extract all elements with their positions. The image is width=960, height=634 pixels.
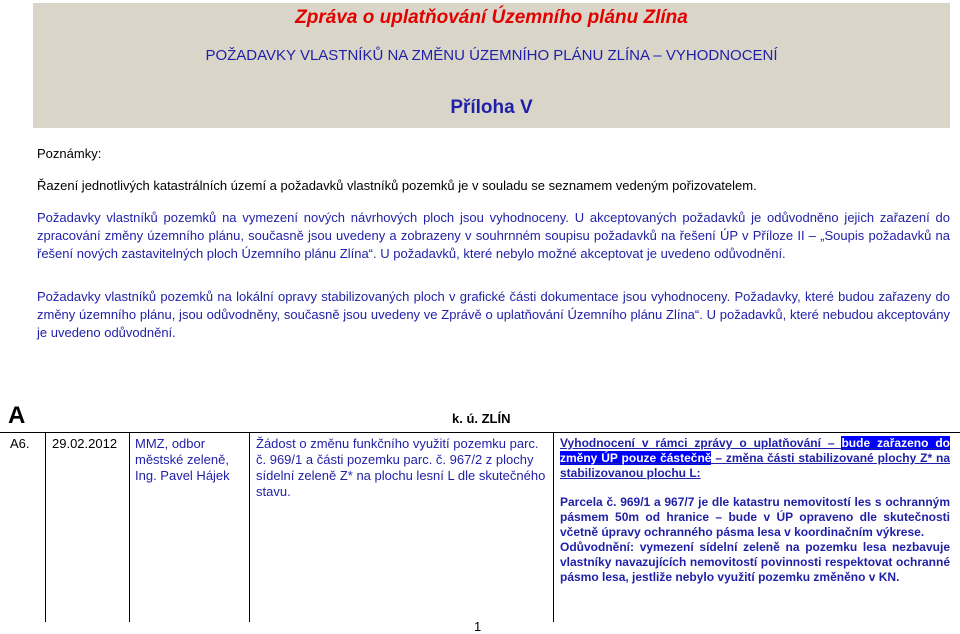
row-date: 29.02.2012 bbox=[52, 436, 118, 451]
page-number: 1 bbox=[474, 619, 482, 634]
row-evaluation bbox=[560, 436, 950, 585]
evaluation-suffix: – změna části stabilizované plochy Z* na stabilizovanou plochu L: bbox=[560, 451, 950, 480]
table-top-rule bbox=[0, 432, 960, 433]
row-id: A6. bbox=[10, 436, 30, 451]
report-header bbox=[33, 3, 950, 128]
note-paragraph-2-body: U akceptovaných požadavků je odůvodněno jejich zařazení do zpracování změny územního plánu, současně jsou uvedeny a zobrazeny v souhrnném soupisu požadavků na řešení ÚP v Příloze II – „Soupis požadavků na řešení nových zastavitelných ploch Územního plánu Zlína“. U požadavků, které nebylo možné akceptovat je uvedeno odůvodnění. bbox=[37, 210, 950, 261]
row-request-text: Žádost o změnu funkčního využití pozemku parc. č. 969/1 a části pozemku parc. č. 967/2 z plochy sídelní zeleně Z* na plochu lesní L dle skutečného stavu. bbox=[256, 436, 546, 499]
column-divider bbox=[45, 432, 46, 622]
report-subtitle: POŽADAVKY VLASTNÍKŮ NA ZMĚNU ÚZEMNÍHO PLÁNU ZLÍNA – VYHODNOCENÍ bbox=[205, 47, 778, 64]
row-requester: MMZ, odbor městské zeleně, Ing. Pavel Hájek bbox=[135, 436, 230, 483]
note-paragraph-1: Řazení jednotlivých katastrálních území a požadavků vlastníků pozemků je v souladu se seznamem vedeným pořizovatelem. bbox=[37, 178, 757, 193]
report-title: Zpráva o uplatňování Územního plánu Zlína bbox=[295, 7, 688, 28]
evaluation-prefix: Vyhodnocení v rámci zprávy o uplatňování – bbox=[560, 436, 842, 450]
note-paragraph-2-lead: Požadavky vlastníků pozemků na vymezení nových návrhových ploch jsou vyhodnoceny. bbox=[37, 210, 569, 225]
note-paragraph-3: Požadavky vlastníků pozemků na lokální opravy stabilizovaných ploch v grafické části dokumentace jsou vyhodnoceny. Požadavky, které budou zařazeny do změny územního plánu, jsou odůvodněny, současně jsou uvedeny ve Zprávě o uplatňování Územního plánu Zlína“. U požadavků, které nebudou akceptovány je uvedeno odůvodnění. bbox=[37, 289, 950, 340]
evaluation-summary bbox=[560, 436, 950, 481]
appendix-label: Příloha V bbox=[450, 97, 533, 118]
column-divider bbox=[129, 432, 130, 622]
evaluation-highlight: bude zařazeno do změny ÚP pouze částečně bbox=[560, 436, 951, 465]
evaluation-detail: Parcela č. 969/1 a 967/7 je dle katastru nemovitostí les s ochranným pásmem 50m od hranice – bude v ÚP opraveno dle skutečnosti včetně úpravy ochranného pásma lesa v koordinačním výkrese. bbox=[560, 495, 950, 539]
column-divider bbox=[553, 432, 554, 622]
cadastre-label: k. ú. ZLÍN bbox=[452, 411, 511, 426]
section-letter: A bbox=[8, 402, 26, 429]
evaluation-reason: Odůvodnění: vymezení sídelní zeleně na pozemku lesa nezbavuje vlastníky navazujících nemovitostí povinnosti respektovat ochranné pásmo lesa, jestliže nebylo využití pozemku změněno v KN. bbox=[560, 540, 950, 584]
note-paragraph-2 bbox=[37, 209, 950, 263]
notes-label: Poznámky: bbox=[37, 146, 102, 161]
